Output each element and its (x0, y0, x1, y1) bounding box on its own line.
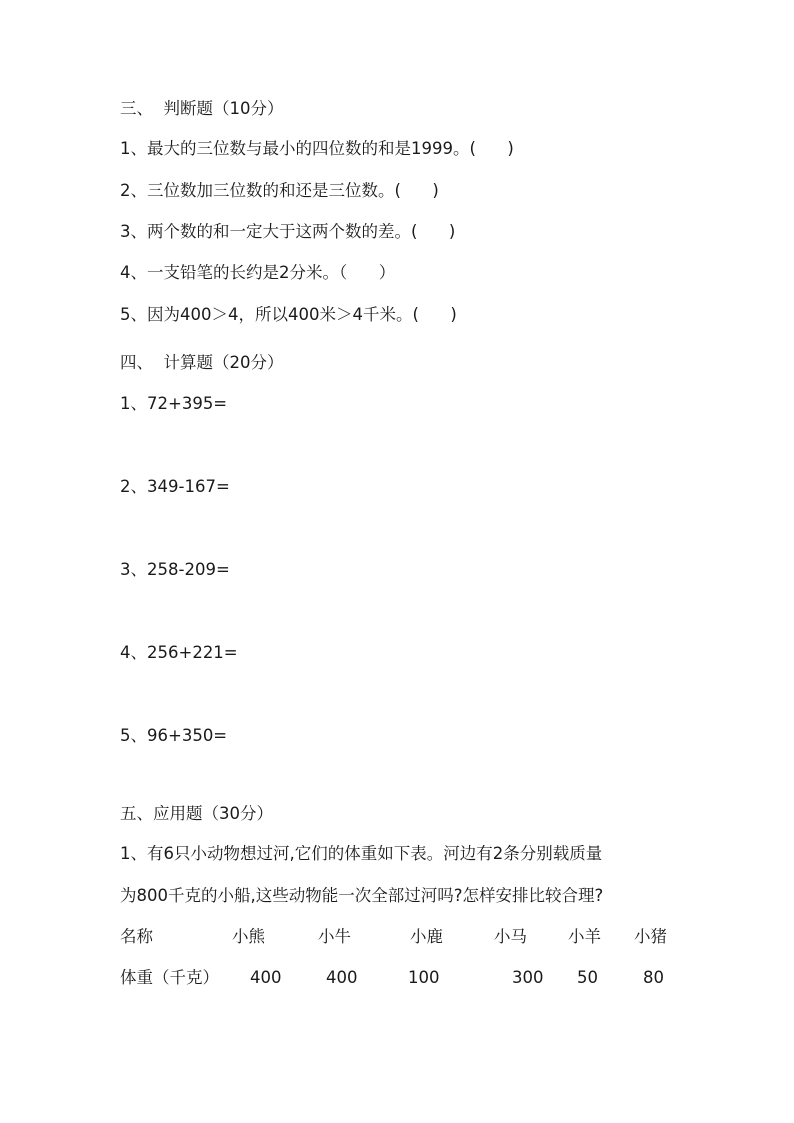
judgment-item-2: 2、三位数加三位数的和还是三位数。( ) (120, 181, 439, 200)
animal-weight-1: 400 (250, 968, 282, 987)
animal-weight-5: 50 (577, 968, 598, 987)
animal-name-3: 小鹿 (410, 927, 443, 946)
judgment-item-4: 4、一支铅笔的长约是2分米。（ ） (120, 263, 396, 282)
judgment-item-1: 1、最大的三位数与最小的四位数的和是1999。( ) (120, 139, 514, 158)
animal-weight-3: 100 (408, 968, 440, 987)
animal-name-1: 小熊 (232, 927, 265, 946)
animal-name-6: 小猪 (634, 927, 667, 946)
judgment-item-5: 5、因为400＞4，所以400米＞4千米。( ) (120, 305, 457, 324)
calc-item-4: 4、256+221= (120, 643, 238, 662)
calc-item-1: 1、72+395= (120, 394, 228, 413)
calc-item-3: 3、258-209= (120, 560, 230, 579)
animal-weight-6: 80 (643, 968, 664, 987)
table-header-label: 名称 (120, 927, 153, 946)
problem-line-1: 1、有6只小动物想过河,它们的体重如下表。河边有2条分别载质量 (120, 844, 603, 863)
table-row-label: 体重（千克） (120, 968, 219, 987)
animal-name-2: 小牛 (318, 927, 351, 946)
section-3-heading: 三、 判断题（10分） (120, 99, 284, 118)
calc-item-5: 5、96+350= (120, 726, 228, 745)
animal-weight-4: 300 (512, 968, 544, 987)
judgment-item-3: 3、两个数的和一定大于这两个数的差。( ) (120, 222, 456, 241)
animal-name-5: 小羊 (568, 927, 601, 946)
animal-name-4: 小马 (494, 927, 527, 946)
section-4-heading: 四、 计算题（20分） (120, 353, 284, 372)
animal-weight-2: 400 (326, 968, 358, 987)
problem-line-2: 为800千克的小船,这些动物能一次全部过河吗?怎样安排比较合理? (120, 886, 604, 905)
section-5-heading: 五、应用题（30分） (120, 804, 273, 823)
calc-item-2: 2、349-167= (120, 477, 230, 496)
